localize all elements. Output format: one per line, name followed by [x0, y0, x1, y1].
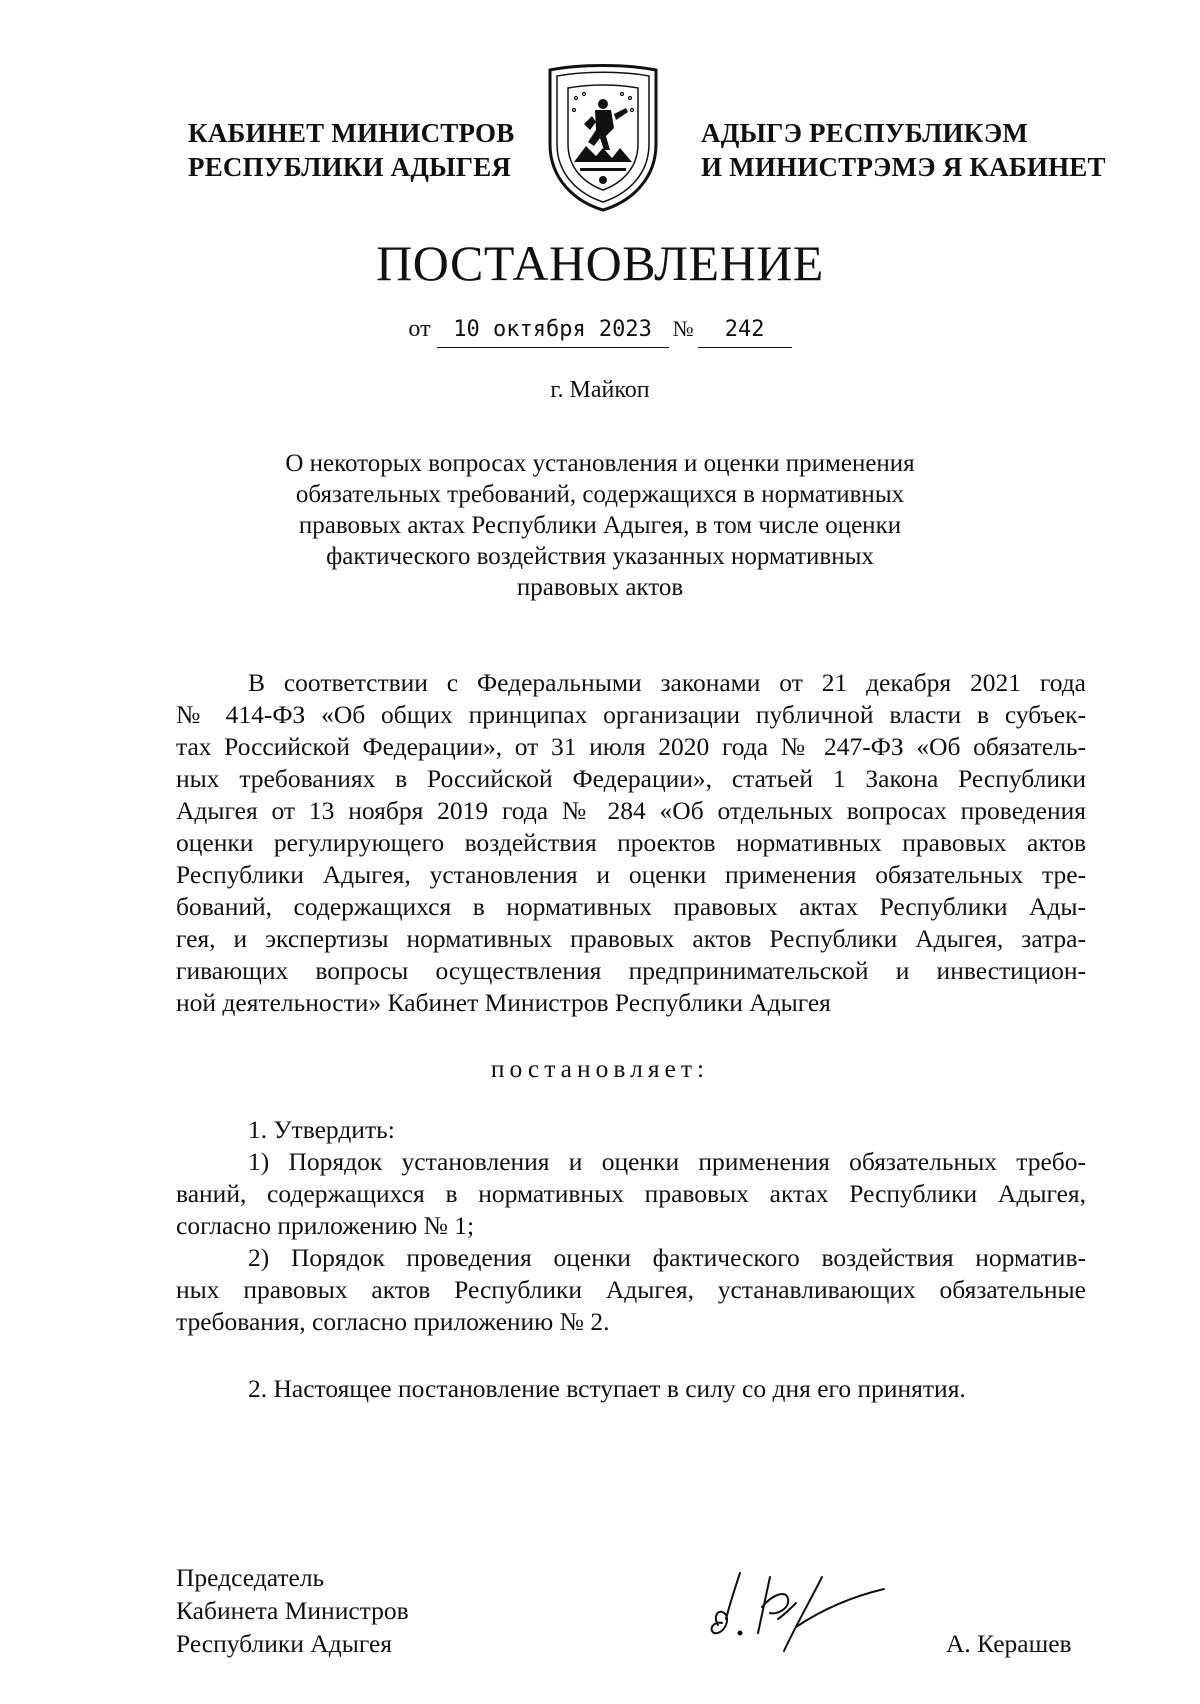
coat-of-arms-icon — [540, 64, 666, 212]
document-subject — [260, 448, 940, 603]
preamble-line: оценки регулирующего воздействия проектов нормативных правовых актов — [176, 828, 1086, 857]
subject-line: правовых актах Республики Адыгея, в том числе оценки — [298, 512, 902, 539]
preamble-line: Адыгея от 13 ноября 2019 года № 284 «Об отдельных вопросах проведения — [176, 796, 1086, 825]
header-right-line2: И МИНИСТРЭМЭ Я КАБИНЕТ — [701, 152, 1106, 182]
subject-line: правовых актов — [516, 574, 684, 601]
item-line: 1) Порядок установления и оценки применения обязательных требо- — [248, 1147, 1086, 1176]
header-left-line1: КАБИНЕТ МИНИСТРОВ — [188, 118, 515, 148]
header-right — [701, 116, 1106, 184]
item-2: 2. Настоящее постановление вступает в силу со дня его принятия. — [248, 1374, 966, 1403]
item-line: 1. Утвердить: — [248, 1115, 395, 1144]
signer-title-line: Республики Адыгея — [176, 1629, 392, 1658]
preamble-paragraph — [176, 667, 1086, 1019]
signer-title-line: Председатель — [176, 1563, 325, 1592]
subject-line: обязательных требований, содержащихся в нормативных — [295, 481, 905, 508]
subject-line: фактического воздействия указанных нормативных — [326, 543, 874, 570]
decree-items — [176, 1114, 1086, 1338]
date-line — [0, 312, 1200, 348]
item-line: ваний, содержащихся в нормативных правовых актах Республики Адыгея, — [176, 1179, 1086, 1208]
header-right-line1: АДЫГЭ РЕСПУБЛИКЭМ — [701, 118, 1029, 148]
number-field: 242 — [698, 313, 792, 348]
date-prefix: от — [408, 316, 431, 342]
item-line: 2) Порядок проведения оценки фактического воздействия норматив- — [248, 1243, 1086, 1272]
item-line: требования, согласно приложению № 2. — [176, 1307, 610, 1336]
signer-title — [176, 1561, 409, 1660]
preamble-line: тах Российской Федерации», от 31 июля 2020 года № 247-ФЗ «Об обязатель- — [176, 732, 1086, 761]
preamble-line: В соответствии с Федеральными законами от 21 декабря 2021 года — [248, 668, 1086, 697]
handwritten-signature-icon — [700, 1555, 900, 1665]
signer-title-line: Кабинета Министров — [176, 1596, 409, 1625]
preamble-line: ных требованиях в Российской Федерации», статьей 1 Закона Республики — [176, 764, 1086, 793]
signer-name: А. Керашев — [946, 1629, 1072, 1658]
number-sign: № — [672, 316, 694, 341]
subject-line: О некоторых вопросах установления и оценки применения — [285, 450, 915, 477]
preamble-line: № 414-ФЗ «Об общих принципах организации публичной власти в субъек- — [176, 700, 1086, 729]
header-left-line2: РЕСПУБЛИКИ АДЫГЕЯ — [188, 152, 512, 182]
decree-word: постановляет: — [490, 1054, 710, 1083]
preamble-line: гивающих вопросы осуществления предпринимательской и инвестицион- — [176, 956, 1086, 985]
city: г. Майкоп — [550, 377, 650, 403]
document-title: ПОСТАНОВЛЕНИЕ — [376, 235, 824, 291]
preamble-line: гея, и экспертизы нормативных правовых актов Республики Адыгея, затра- — [176, 924, 1086, 953]
preamble-line: ной деятельности» Кабинет Министров Республики Адыгея — [176, 988, 831, 1017]
item-line: ных правовых актов Республики Адыгея, устанавливающих обязательные — [176, 1275, 1086, 1304]
header-left — [188, 116, 514, 184]
preamble-line: Республики Адыгея, установления и оценки применения обязательных тре- — [176, 860, 1086, 889]
date-field: 10 октября 2023 — [437, 313, 669, 348]
preamble-line: бований, содержащихся в нормативных правовых актах Республики Ады- — [176, 892, 1086, 921]
item-line: согласно приложению № 1; — [176, 1211, 475, 1240]
